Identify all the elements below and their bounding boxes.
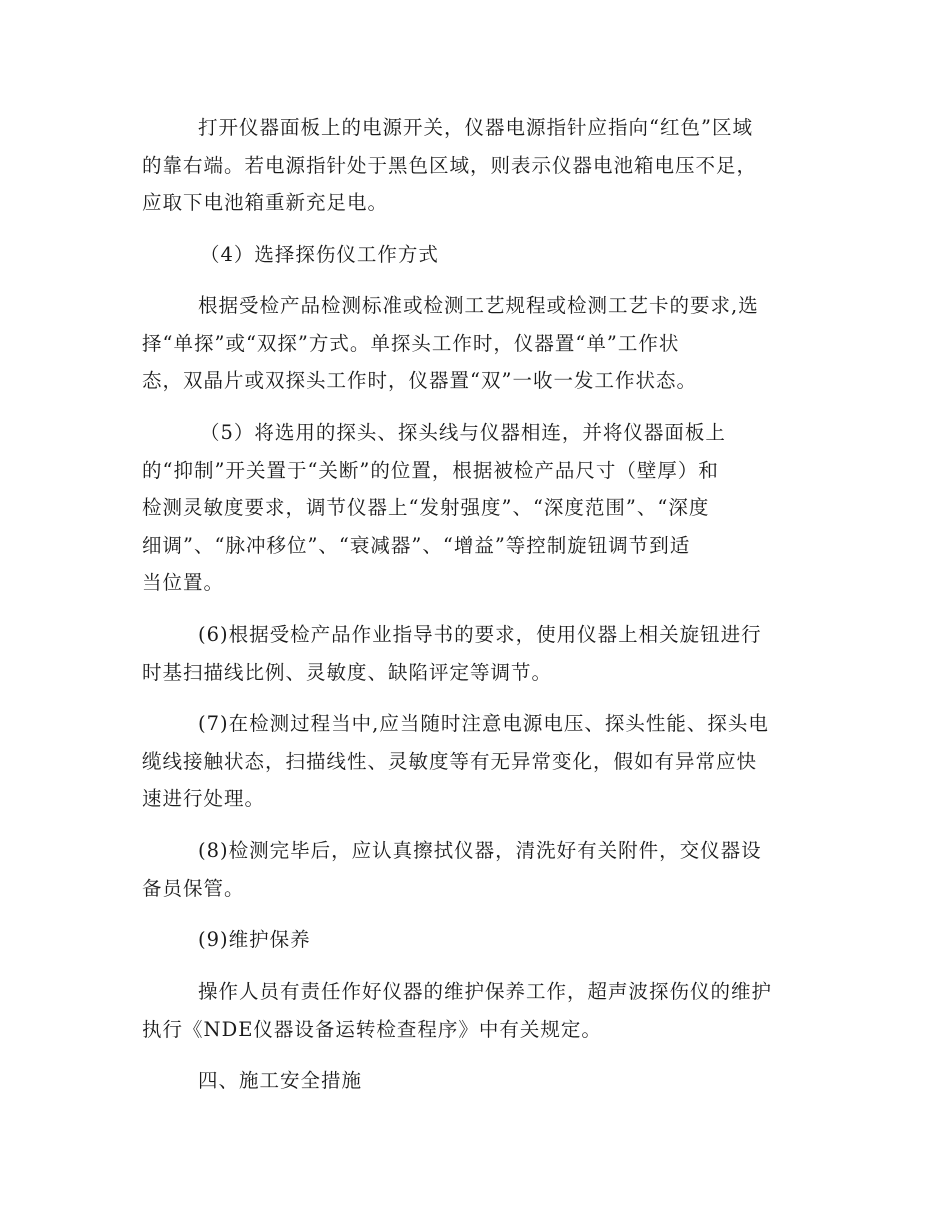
section-4-heading: 四、施工安全措施 [198,1069,363,1092]
step-4-heading: （4）选择探伤仪工作方式 [200,243,439,266]
text-line: 择“单探”或“双探”方式。单探头工作时，仪器置“单”工作状 [142,331,680,355]
text-line: 的靠右端。若电源指针处于黑色区域，则表示仪器电池箱电压不足， [142,153,758,177]
text-line: 速进行处理。 [142,787,266,810]
text-line: 缆线接触状态，扫描线性、灵敏度等有无异常变化，假如有异常应快 [142,749,758,773]
text-line: 细调”、“脉冲移位”、“衰减器”、“增益”等控制旋钮调节到适 [142,533,691,557]
paragraph-step-6 [142,616,822,691]
text-line: (7)在检测过程当中,应当随时注意电源电压、探头性能、探头电 [198,712,769,735]
paragraph-step-8 [142,832,822,907]
text-line: (6)根据受检产品作业指导书的要求，使用仪器上相关旋钮进行 [198,623,762,646]
paragraph-select-mode [142,287,822,400]
text-line: 态，双晶片或双探头工作时，仪器置“双”一收一发工作状态。 [142,369,697,392]
paragraph-step-7 [142,705,822,818]
paragraph-maintenance [142,973,822,1048]
text-line: 检测灵敏度要求，调节仪器上“发射强度”、“深度范围”、“深度 [142,496,710,519]
text-line: （5）将选用的探头、探头线与仪器相连，并将仪器面板上 [200,421,726,444]
text-line: 时基扫描线比例、灵敏度、缺陷评定等调节。 [142,660,553,684]
text-line: (8)检测完毕后，应认真擦拭仪器，清洗好有关附件，交仪器设 [198,839,762,862]
text-line: 应取下电池箱重新充足电。 [142,191,389,214]
text-line: 当位置。 [142,571,225,594]
text-line: 操作人员有责任作好仪器的维护保养工作，超声波探伤仪的维护 [198,980,773,1003]
text-line: 执行《NDE仪器设备运转检查程序》中有关规定。 [142,1017,602,1041]
text-line: 备员保管。 [142,876,245,900]
paragraph-step-5 [142,414,822,602]
text-line: 的“抑制”开关置于“关断”的位置，根据被检产品尺寸（壁厚）和 [142,458,719,482]
step-9-heading: (9)维护保养 [198,928,311,951]
text-line: 根据受检产品检测标准或检测工艺规程或检测工艺卡的要求,选 [198,294,759,317]
text-line: 打开仪器面板上的电源开关，仪器电源指针应指向“红色”区域 [198,116,753,139]
paragraph-power-on [142,109,822,222]
